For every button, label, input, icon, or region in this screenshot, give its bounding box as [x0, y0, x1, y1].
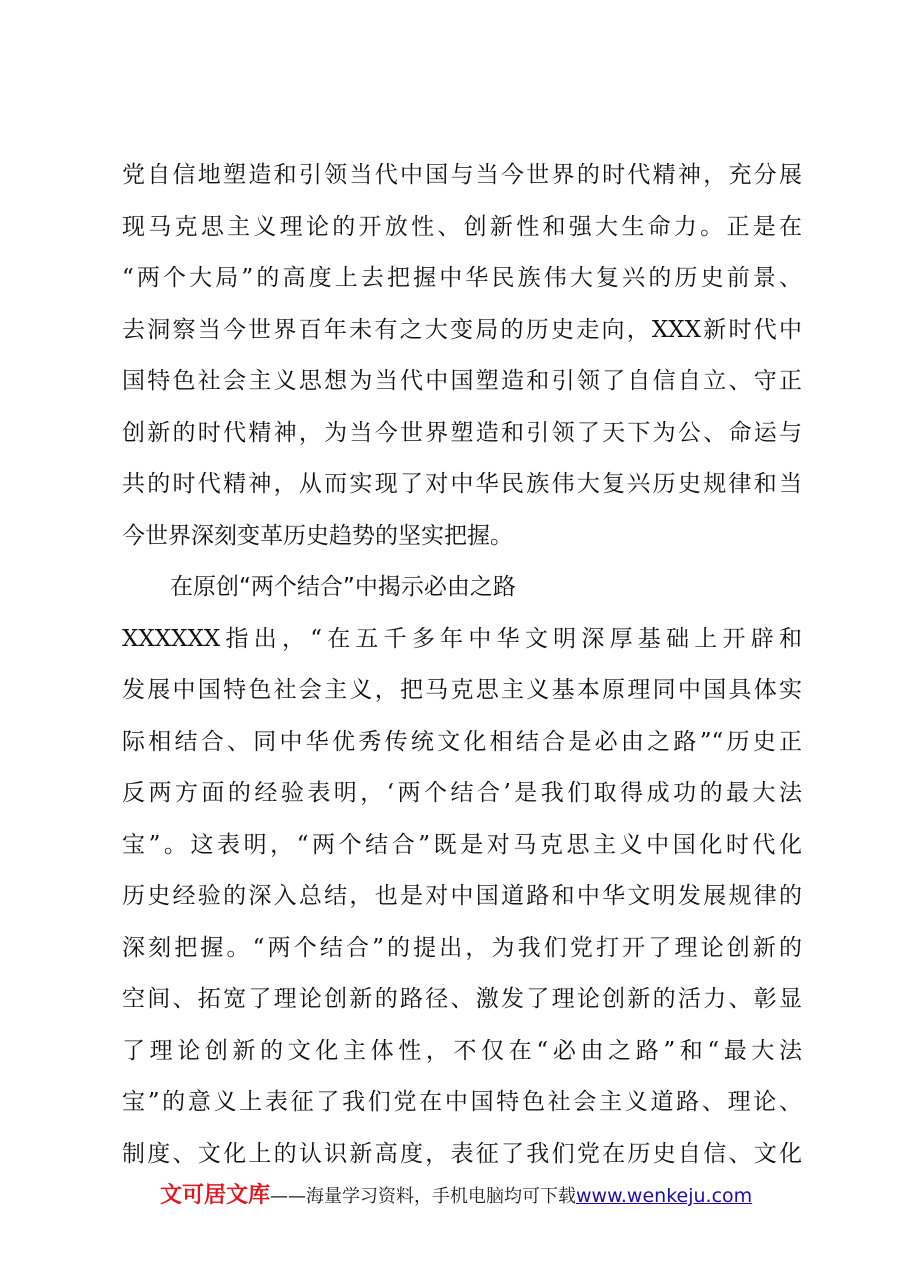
text-line: 宝”的意义上表征了我们党在中国特色社会主义道路、理论、	[122, 1089, 802, 1115]
section-heading: 在原创“两个结合”中揭示必由之路	[170, 574, 516, 600]
text-line: 反两方面的经验表明，‘两个结合’是我们取得成功的最大法	[122, 780, 802, 806]
text-line: 宝”。这表明，“两个结合”既是对马克思主义中国化时代化	[122, 831, 802, 858]
text-line: 空间、拓宽了理论创新的路径、激发了理论创新的活力、彰显	[122, 986, 802, 1012]
footer-brand: 文可居文库	[160, 1183, 271, 1208]
paragraph-1	[122, 150, 802, 562]
text-line: 制度、文化上的认识新高度，表征了我们党在历史自信、文化	[122, 1140, 802, 1167]
text-line: 党自信地塑造和引领当代中国与当今世界的时代精神，充分展	[122, 162, 802, 188]
paragraph-2	[122, 614, 802, 1181]
text-line: 深刻把握。“两个结合”的提出，为我们党打开了理论创新的	[122, 934, 802, 961]
text-line: 现马克思主义理论的开放性、创新性和强大生命力。正是在	[122, 213, 802, 240]
text-line: 去洞察当今世界百年未有之大变局的历史走向，XXX新时代中	[122, 316, 802, 343]
footer-banner	[160, 1178, 800, 1214]
text-line: 创新的时代精神，为当今世界塑造和引领了天下为公、命运与	[122, 419, 802, 446]
text-line: “两个大局”的高度上去把握中华民族伟大复兴的历史前景、	[122, 265, 802, 291]
document-body	[122, 150, 802, 1180]
text-line: 了理论创新的文化主体性，不仅在“必由之路”和“最大法	[122, 1037, 802, 1064]
text-line: 共的时代精神，从而实现了对中华民族伟大复兴历史规律和当	[122, 471, 802, 497]
text-line: 际相结合、同中华优秀传统文化相结合是必由之路”“历史正	[122, 728, 802, 755]
text-line: 发展中国特色社会主义，把马克思主义基本原理同中国具体实	[122, 677, 802, 703]
text-line: 国特色社会主义思想为当代中国塑造和引领了自信自立、守正	[122, 368, 802, 394]
text-line: XXXXXX指出，“在五千多年中华文明深厚基础上开辟和	[122, 625, 802, 652]
text-line: 今世界深刻变革历史趋势的坚实把握。	[122, 522, 513, 549]
text-line: 历史经验的深入总结，也是对中国道路和中华文明发展规律的	[122, 883, 802, 909]
footer-website-link[interactable]: www.wenkeju.com	[576, 1185, 753, 1207]
footer-tagline: ——海量学习资料，手机电脑均可下载	[270, 1186, 577, 1207]
